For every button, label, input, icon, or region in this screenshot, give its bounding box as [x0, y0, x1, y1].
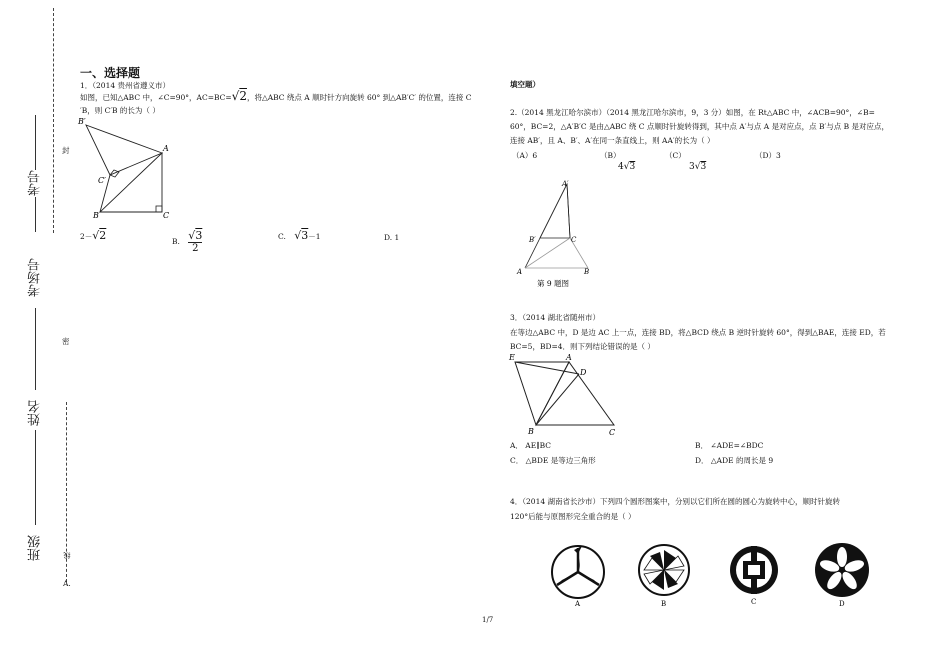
q1-stem-part1: 如图，已知△ABC 中，∠C=90°，AC=BC= — [80, 93, 232, 102]
q2-option-b-rad: 3 — [629, 162, 636, 172]
q3-label-a: A — [566, 353, 572, 362]
q4-label-b: B — [661, 600, 667, 608]
q3-label-b: B — [528, 427, 534, 436]
q4-stem-line2: 120°后能与原图形完全重合的是（ ） — [510, 512, 636, 521]
q3-label-c: C — [609, 428, 616, 437]
q2-option-c-value: 3√3 — [689, 162, 707, 172]
q2-option-b-value: 4√3 — [618, 162, 636, 172]
stray-option-a: A. — [63, 579, 71, 588]
q1-option-a-sqrt: √2 — [92, 229, 107, 242]
q2-line-capc — [567, 184, 570, 238]
q3-figure — [506, 350, 621, 438]
q2-label-a: A — [517, 268, 523, 276]
q3-label-e: E — [509, 353, 515, 362]
q4-option-b-figure[interactable] — [639, 545, 689, 595]
seal-feng: 封 — [62, 146, 70, 155]
q2-option-d[interactable]: （D）3 — [755, 151, 781, 160]
q1-option-c[interactable] — [278, 230, 321, 242]
q2-option-b-label: （B） — [600, 151, 621, 160]
page-number: 1/7 — [482, 616, 494, 624]
q3-option-b[interactable]: B． ∠ADE=∠BDC — [695, 441, 764, 450]
binding-dashed-line-top — [53, 8, 54, 233]
q3-source: 3．（2014 湖北省随州市） — [510, 313, 600, 322]
q1-sqrt: √2 — [231, 89, 247, 103]
q4-option-d-figure[interactable] — [815, 543, 869, 597]
q2-option-c-rad: 3 — [700, 162, 707, 172]
q4-label-d: D — [839, 600, 845, 608]
q3-option-d[interactable]: D． △ADE 的周长是 9 — [695, 456, 774, 465]
q4-label-a: A — [575, 600, 581, 608]
field-kaochang-label: 考场号 — [28, 258, 43, 297]
field-kaohao-label: 考号 — [28, 170, 43, 196]
q2-option-c-coef: 3 — [689, 162, 695, 172]
q1-option-c-post: －1 — [308, 232, 321, 241]
field-name-label: 姓名 — [28, 400, 43, 426]
q1-segment-bpb — [86, 125, 100, 212]
field-kaohao-blank-2[interactable] — [35, 197, 37, 232]
q2-stem-line3: 连接 AB′，且 A、B′、A′在同一条直线上，则 AA′的长为（ ） — [510, 136, 715, 145]
q2-stem-line2: 60°，BC=2，△A′B′C 是由△ABC 绕 C 点顺时针旋转得到，其中点 A′与点 A 是对应点，点 B′与点 B 是对应点， — [510, 122, 889, 131]
q2-option-c-label: （C） — [665, 151, 686, 160]
q1-label-c: C — [163, 211, 170, 220]
q2-stem-line1: 2.（2014 黑龙江哈尔滨市）（2014 黑龙江哈尔滨市，9，3 分）如图，在 Rt△ABC 中，∠ACB=90°，∠B= — [510, 108, 875, 117]
q1-triangle-abc — [100, 153, 162, 212]
q3-line-bd — [536, 374, 579, 425]
q1-label-b: B — [93, 211, 99, 220]
right-header: 填空题） — [510, 80, 540, 89]
q1-option-c-label: C. — [278, 232, 286, 241]
field-kaohao-blank[interactable] — [35, 115, 37, 170]
q1-label-cp: C′ — [98, 176, 106, 185]
q3-option-a[interactable]: A． AE∥BC — [510, 441, 552, 450]
q2-figure — [512, 176, 597, 291]
q4-option-c-figure[interactable] — [730, 546, 778, 594]
q1-option-a-pre: 2－ — [80, 232, 93, 241]
q1-label-a: A — [163, 144, 169, 153]
q1-source: 1．（2014 贵州省遵义市） — [80, 81, 170, 90]
q2-option-b[interactable] — [600, 150, 635, 173]
q2-label-c: C — [571, 236, 577, 244]
q2-line-aap — [525, 184, 567, 268]
q3-label-d: D — [580, 368, 587, 377]
q3-option-c[interactable]: C． △BDE 是等边三角形 — [510, 456, 596, 465]
q2-option-b-coef: 4 — [618, 162, 624, 172]
q1-option-b-label: B. — [172, 237, 180, 246]
q1-option-c-rad: 3 — [301, 229, 309, 242]
q1-stem-part2: ，将△ABC 绕点 A 顺时针方向旋转 60° 到△AB′C′ 的位置，连接 C — [246, 93, 472, 102]
q1-option-c-sqrt: √3 — [294, 229, 309, 242]
q1-triangle-abpcp — [86, 125, 162, 175]
q2-triangle-apbpc — [540, 184, 570, 238]
q3-stem-line2: 在等边△ABC 中，D 是边 AC 上一点，连接 BD，将△BCD 绕点 B 逆时针旋转 60°，得到△BAE，连接 ED，若 — [510, 328, 886, 337]
field-class-label: 班级 — [28, 535, 43, 561]
q1-option-a[interactable] — [80, 230, 106, 242]
q2-option-a[interactable]: （A）6 — [512, 151, 538, 160]
seal-mi: 密 — [62, 337, 70, 346]
q3-triangle-bae — [515, 362, 569, 425]
q1-right-angle-c — [156, 206, 162, 212]
q3-line-ed — [515, 362, 579, 374]
q2-label-ap: A′ — [562, 180, 569, 188]
q2-label-bp: B′ — [529, 236, 536, 244]
q1-option-b-frac: $\frac{√3}{2}$ — [188, 229, 203, 254]
q1-option-b-num: 3 — [195, 229, 203, 242]
section-title: 一、选择题 — [80, 66, 141, 80]
q2-label-b: B — [584, 268, 590, 276]
q1-label-bp: B′ — [78, 117, 86, 126]
q4-option-a-figure[interactable] — [552, 546, 604, 598]
q1-option-b-den: 2 — [192, 243, 199, 254]
q1-stem-line2 — [80, 91, 472, 103]
q3-triangle-abc — [536, 362, 614, 425]
q1-option-d[interactable]: D. 1 — [384, 233, 400, 242]
field-name-blank[interactable] — [35, 430, 37, 525]
q3-stem-line3: BC=5，BD=4．则下列结论错误的是（ ） — [510, 342, 655, 351]
q1-option-a-rad: 2 — [99, 229, 107, 242]
q2-option-c[interactable] — [665, 150, 706, 173]
q1-sqrt-value: 2 — [239, 89, 247, 103]
q4-stem-line1: 4．（2014 湖南省长沙市）下列四个圆形图案中，分别以它们所在圆的圆心为旋转中心，顺时针旋转 — [510, 497, 840, 506]
field-kaochang-blank[interactable] — [35, 308, 37, 390]
q4-label-c: C — [751, 598, 757, 606]
q2-figure-caption: 第 9 题图 — [537, 279, 570, 288]
q4-figures — [538, 530, 890, 610]
q1-stem-line3: ′B，则 C′B 的长为（ ） — [80, 106, 160, 115]
q1-figure — [75, 113, 175, 225]
q1-option-b[interactable] — [172, 230, 202, 254]
seal-xian: 线 — [63, 552, 71, 559]
